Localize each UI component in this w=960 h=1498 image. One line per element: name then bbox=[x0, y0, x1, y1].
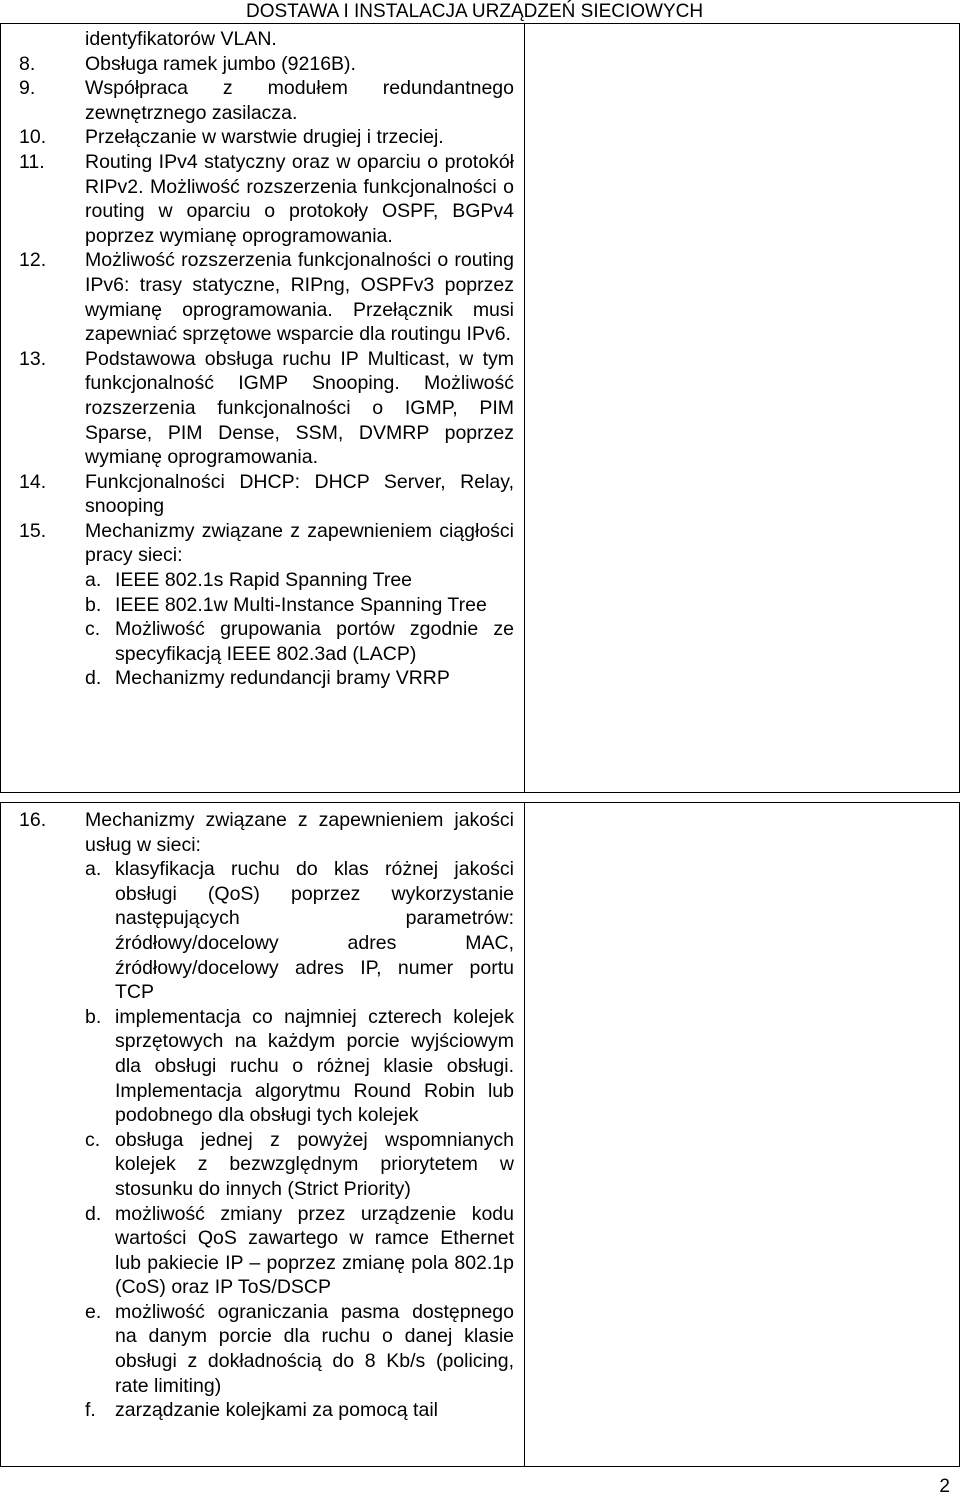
sub-item-letter: c. bbox=[85, 1128, 101, 1151]
list-item bbox=[19, 347, 514, 470]
item-number: 15. bbox=[19, 519, 47, 542]
sub-item-text: możliwość ograniczania pasma dostępnego na danym porcie dla ruchu o danej klasie obsługi z dokładnością do 8 Kb/s (policing, rate limiting) bbox=[115, 1300, 514, 1397]
sub-item-letter: d. bbox=[85, 667, 102, 690]
sub-item-text: implementacja co najmniej czterech kolejek sprzętowych na każdym porcie wyjściowym dla obsługi ruchu o różnej klasie obsługi. Implementacja algorytmu Round Robin lub podobnego dla obsługi tych kolejek bbox=[115, 1005, 514, 1127]
column-divider bbox=[524, 24, 525, 792]
requirements-cell bbox=[19, 808, 514, 1423]
sub-item-text: IEEE 802.1w Multi-Instance Spanning Tree bbox=[115, 593, 487, 616]
item-text: Mechanizmy związane z zapewnieniem ciągłości pracy sieci: bbox=[85, 519, 514, 567]
item-number: 13. bbox=[19, 347, 47, 370]
item-number: 9. bbox=[19, 77, 36, 100]
item-text: Współpraca z modułem redundantnego zewnętrznego zasilacza. bbox=[85, 77, 514, 124]
item-text: Możliwość rozszerzenia funkcjonalności o routing IPv6: trasy statyczne, RIPng, OSPFv3 poprzez wymianę oprogramowania. Przełącznik musi zapewniać sprzętowe wsparcie dla routingu IPv6. bbox=[85, 249, 514, 346]
sub-item-letter: e. bbox=[85, 1300, 102, 1323]
sub-list-item bbox=[19, 617, 514, 666]
continuation-text: identyfikatorów VLAN. bbox=[85, 28, 277, 50]
spec-table-1 bbox=[0, 23, 960, 793]
list-item bbox=[19, 519, 514, 568]
sub-item-text: możliwość zmiany przez urządzenie kodu wartości QoS zawartego w ramce Ethernet lub pakiecie IP – poprzez zmianę pola 802.1p (CoS) oraz IP ToS/DSCP bbox=[115, 1202, 514, 1299]
item-text: Podstawowa obsługa ruchu IP Multicast, w tym funkcjonalność IGMP Snooping. Możliwość rozszerzenia funkcjonalności o IGMP, PIM Sparse, PIM Dense, SSM, DVMRP poprzez wymianę oprogramowania. bbox=[85, 347, 514, 469]
sub-item-text: Mechanizmy redundancji bramy VRRP bbox=[115, 667, 450, 690]
sub-item-letter: b. bbox=[85, 1005, 102, 1028]
sub-list-item bbox=[19, 568, 514, 593]
sub-item-letter: d. bbox=[85, 1202, 102, 1225]
item-number: 8. bbox=[19, 52, 36, 75]
item-text: Mechanizmy związane z zapewnieniem jakości usług w sieci: bbox=[85, 809, 514, 856]
item-text: Obsługa ramek jumbo (9216B). bbox=[85, 52, 356, 75]
list-item bbox=[19, 470, 514, 519]
document-header: DOSTAWA I INSTALACJA URZĄDZEŃ SIECIOWYCH bbox=[246, 1, 704, 22]
continuation-row bbox=[19, 27, 514, 52]
sub-item-text: obsługa jednej z powyżej wspomnianych kolejek z bezwzględnym priorytetem w stosunku do innych (Strict Priority) bbox=[115, 1128, 514, 1200]
sub-list-item bbox=[19, 1398, 514, 1423]
item-number: 14. bbox=[19, 470, 47, 493]
item-number: 12. bbox=[19, 249, 47, 272]
sub-list-item bbox=[19, 1202, 514, 1300]
item-number: 10. bbox=[19, 126, 47, 149]
column-divider bbox=[524, 803, 525, 1466]
page-number: 2 bbox=[939, 1476, 950, 1497]
list-item bbox=[19, 76, 514, 125]
sub-item-text: klasyfikacja ruchu do klas różnej jakości obsługi (QoS) poprzez wykorzystanie następujących parametrów: źródłowy/docelowy adres MAC, źródłowy/docelowy adres IP, numer portu TCP bbox=[115, 858, 514, 1004]
sub-item-letter: f. bbox=[85, 1399, 96, 1422]
list-item bbox=[19, 248, 514, 346]
list-item bbox=[19, 52, 514, 77]
sub-item-letter: a. bbox=[85, 858, 102, 881]
sub-item-letter: c. bbox=[85, 618, 101, 641]
sub-item-letter: a. bbox=[85, 569, 102, 592]
requirements-cell bbox=[19, 27, 514, 691]
list-item bbox=[19, 808, 514, 857]
list-item bbox=[19, 125, 514, 150]
sub-item-letter: b. bbox=[85, 593, 102, 616]
sub-list-item bbox=[19, 1005, 514, 1128]
sub-list-item bbox=[19, 1128, 514, 1202]
item-text: Funkcjonalności DHCP: DHCP Server, Relay, snooping bbox=[85, 470, 514, 518]
item-text: Routing IPv4 statyczny oraz w oparciu o protokół RIPv2. Możliwość rozszerzenia funkcjonalności o routing w oparciu o protokoły OSPF, BGPv4 poprzez wymianę oprogramowania. bbox=[85, 150, 514, 247]
item-text: Przełączanie w warstwie drugiej i trzeciej. bbox=[85, 126, 444, 149]
sub-item-text: zarządzanie kolejkami za pomocą tail bbox=[115, 1399, 438, 1422]
list-item bbox=[19, 150, 514, 248]
sub-item-text: Możliwość grupowania portów zgodnie ze specyfikacją IEEE 802.3ad (LACP) bbox=[115, 618, 514, 665]
spec-table-2 bbox=[0, 802, 960, 1467]
item-number: 11. bbox=[19, 150, 45, 173]
sub-list-item bbox=[19, 666, 514, 691]
sub-list-item bbox=[19, 857, 514, 1005]
sub-item-text: IEEE 802.1s Rapid Spanning Tree bbox=[115, 569, 413, 592]
sub-list-item bbox=[19, 1300, 514, 1398]
item-number: 16. bbox=[19, 809, 47, 831]
sub-list-item bbox=[19, 593, 514, 618]
